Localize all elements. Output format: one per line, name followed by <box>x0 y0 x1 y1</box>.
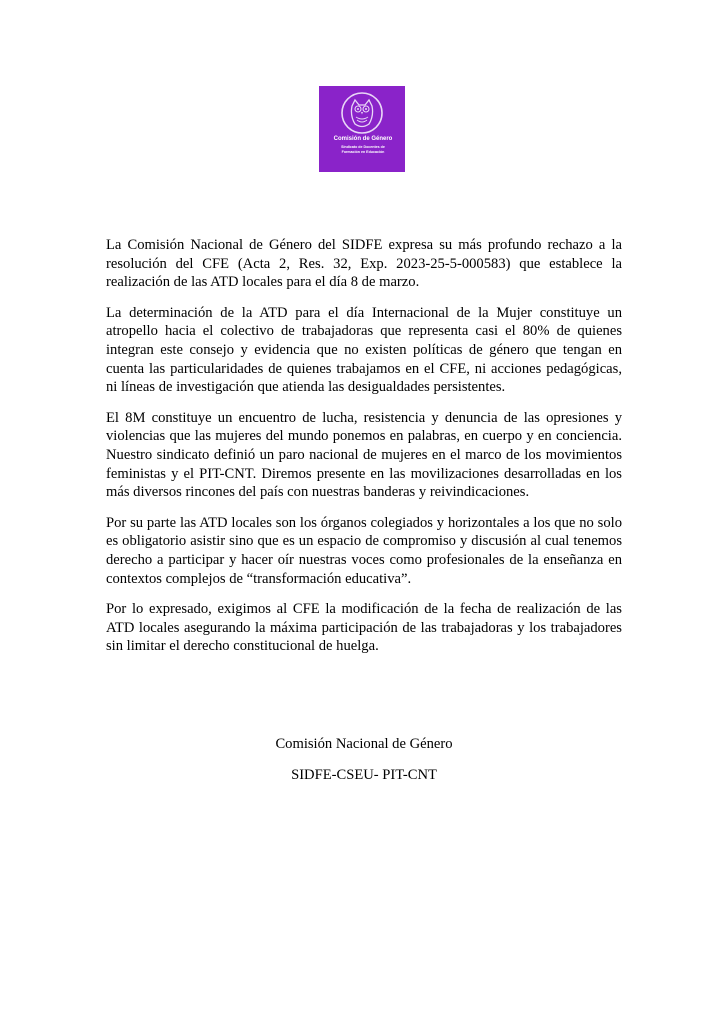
signature-commission: Comisión Nacional de Género <box>275 736 453 752</box>
paragraph-3: El 8M constituye un encuentro de lucha, resistencia y denuncia de las opresiones y violencias que las mujeres del mundo ponemos en palabras, en cuerpo y en conciencia. Nuestro sindicato definió un paro nacional de mujeres en el marco de los movimientos feministas y el PIT-CNT. Diremos presente en las movilizaciones desarrolladas en los más diversos rincones del país con nuestras banderas y reivindicaciones. <box>106 409 622 501</box>
paragraph-1: La Comisión Nacional de Género del SIDFE expresa su más profundo rechazo a la resolución del CFE (Acta 2, Res. 32, Exp. 2023-25-5-000583) que establece la realización de las ATD locales para el día 8 de marzo. <box>106 237 622 291</box>
signature-union: SIDFE-CSEU- PIT-CNT <box>291 766 437 783</box>
signature-block <box>106 735 622 796</box>
paragraph-5: Por lo expresado, exigimos al CFE la modificación de la fecha de realización de las ATD locales asegurando la máxima participación de las trabajadoras y los trabajadores sin limitar el derecho constitucional de huelga. <box>106 601 622 655</box>
statement-body <box>106 236 622 668</box>
paragraph-2: La determinación de la ATD para el día Internacional de la Mujer constituye un atropello hacia el colectivo de trabajadoras que representa casi el 80% de quienes integran este consejo y evidencia que no existen políticas de género que tengan en cuenta las particularidades de quienes trabajamos en el CFE, ni acciones pedagógicas, ni líneas de investigación que atienda las desigualdades persistentes. <box>106 304 622 396</box>
logo-subtitle-line-1: Sindicato de Docentes de <box>341 145 385 149</box>
logo-title: Comisión de Género <box>333 136 393 142</box>
logo-subtitle-line-2: Formación en Educación <box>341 150 385 154</box>
commission-logo <box>319 86 405 172</box>
paragraph-4: Por su parte las ATD locales son los órganos colegiados y horizontales a los que no solo es obligatorio asistir sino que es un espacio de compromiso y discusión al cual tenemos derecho a participar y hacer oír nuestras voces como profesionales de la enseñanza en contextos complejos de “transformación educativa”. <box>106 514 622 587</box>
logo-subtitle <box>325 145 401 155</box>
owl-icon <box>319 86 405 172</box>
